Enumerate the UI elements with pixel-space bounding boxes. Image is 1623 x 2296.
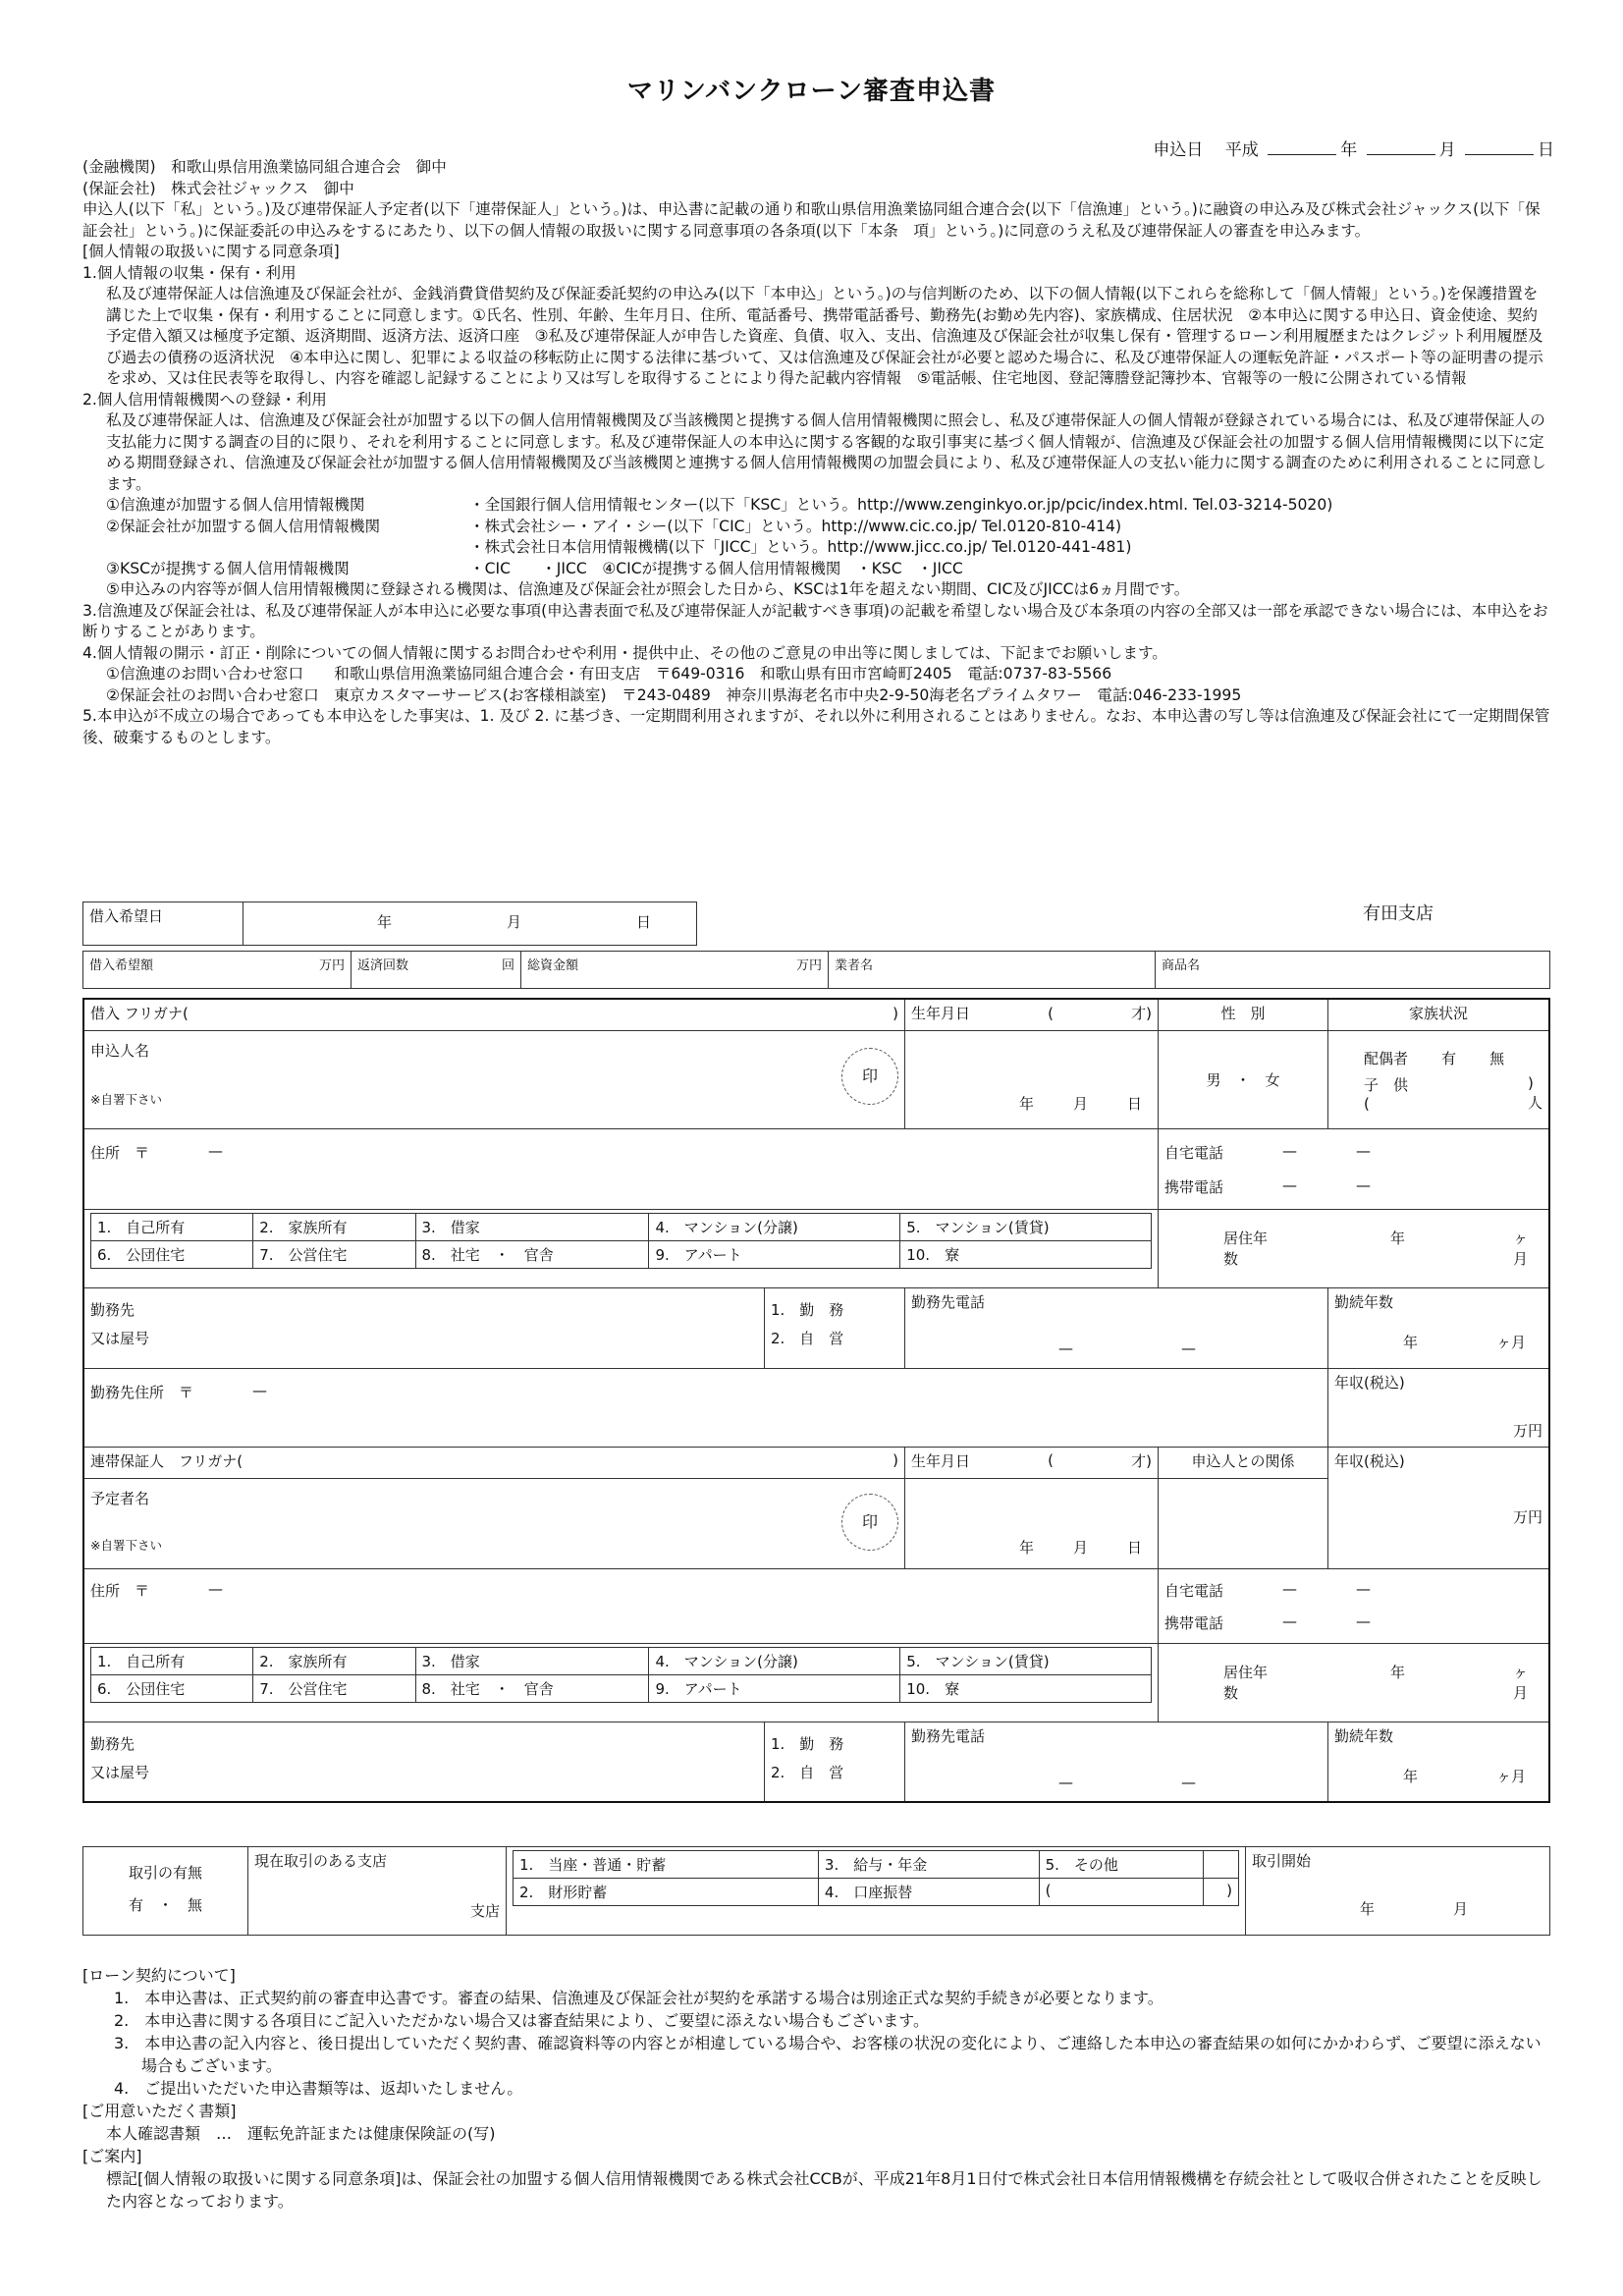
org-note-5: ⑤申込みの内容等が個人信用情報機関に登録される機関は、信漁連及び保証会社が照会した日から、KSCは1年を超えない期間、CIC及びJICCは6ヵ月間です。 [106, 580, 1190, 598]
loan-amount-table [82, 951, 1550, 989]
year-blank[interactable] [1268, 140, 1336, 155]
consent-heading: [個人情報の取扱いに関する同意条項] [82, 243, 340, 260]
section4-contact-b: ②保証会社のお問い合わせ窓口 東京カスタマーサービス(お客様相談室) 〒243-0489 神奈川県海老名市中央2-9-50海老名プライムタワー 電話:046-233-1995 [106, 685, 1242, 704]
applicant-years-worked[interactable]: 勤続年数 年 ヶ月 [1328, 1287, 1549, 1368]
guarantor-employer-field[interactable]: 勤務先 又は屋号 [83, 1722, 765, 1802]
applicant-address-field[interactable]: 住所 〒 — [83, 1128, 1159, 1209]
guarantor-address-field[interactable]: 住所 〒 — [83, 1568, 1159, 1643]
total-field[interactable]: 総資金額 万円 [521, 952, 829, 989]
org-row-2: ②保証会社が加盟する個人信用情報機関 ・株式会社シー・アイ・シー(以下「CIC」という。http://www.cic.co.jp/ Tel.0120-810-414) [106, 517, 1122, 535]
guarantor-relation-field[interactable] [1159, 1478, 1328, 1568]
application-date: 申込日 平成 年 月 日 [1153, 140, 1554, 160]
loan-date-table [82, 902, 697, 946]
applicant-income[interactable]: 年収(税込) 万円 [1328, 1368, 1549, 1447]
org-row-2b: ・株式会社日本信用情報機構(以下「JICC」という。http://www.jicc.co.jp/ Tel.0120-441-481) [469, 538, 1132, 556]
applicant-employer-tel[interactable]: 勤務先電話 — — [905, 1287, 1328, 1368]
guarantor-dob-field[interactable]: 年 月 日 [905, 1478, 1159, 1568]
month-blank[interactable] [1367, 140, 1435, 155]
guarantor-years-worked[interactable]: 勤続年数 年 ヶ月 [1328, 1722, 1549, 1802]
addressee-guarantor: (保証会社) 株式会社ジャックス 御中 [82, 179, 354, 197]
applicant-residence-years[interactable]: 居住年数 年 ヶ月 [1159, 1209, 1549, 1287]
guarantor-seal-mark: 印 [841, 1494, 898, 1551]
gender-field[interactable]: 男 ・ 女 [1159, 1030, 1328, 1128]
org-row-1: ①信漁連が加盟する個人信用情報機関 ・全国銀行個人信用情報センター(以下「KSC」という。http://www.zenginkyo.or.jp/pcic/index.html. Tel.03-3214-5020) [106, 496, 1333, 514]
trade-table [82, 1846, 1550, 1936]
section4-contact-a: ①信漁連のお問い合わせ窓口 和歌山県信用漁業協同組合連合会・有田支店 〒649-0316 和歌山県有田市宮崎町2405 電話:0737-83-5566 [106, 665, 1112, 683]
guarantor-income[interactable]: 年収(税込) 万円 [1328, 1447, 1549, 1568]
loan-date-label: 借入希望日 [83, 902, 243, 946]
applicant-dob-field[interactable]: 年 月 日 [905, 1030, 1159, 1128]
guarantor-phone-field[interactable]: 自宅電話 — — 携帯電話 — — [1159, 1568, 1549, 1643]
amount-field[interactable]: 借入希望額 万円 [83, 952, 352, 989]
day-blank[interactable] [1465, 140, 1534, 155]
loan-date-field[interactable]: 年 月 日 [243, 902, 697, 946]
guarantor-residence-years[interactable]: 居住年数 年 ヶ月 [1159, 1643, 1549, 1722]
guarantor-employer-tel[interactable]: 勤務先電話 — — [905, 1722, 1328, 1802]
applicant-table: 借入 フリガナ( ) 生年月日 ( 才) 性 別 家族状況 申込人名 ※自署下さい 印 年 月 日 男 ・ 女 配偶者 有 無 子 供 ( )人 住所 〒 — 自宅電話 — — 携帯電話 — — 1. 自己所有 2. 家族所有 3. 借家 4. マンション(分譲) 5. マンション(賃貸) 6. 公団住宅 7. 公営住宅 8. 社宅 ・ 官舎 9. アパート 10. 寮 居住年数 年 ヶ月 勤務先 又は屋号 1. 勤 務 2. 自 営 勤務先電話 — — 勤続年数 年 ヶ月 勤務先住所 〒 — 年収(税込) 万円 連帯保証人 フリガナ( ) 生年月日 ( 才) 申込人との関係 年収(税込) 万円 予定者名 ※自署下さい 印 年 月 日 住所 〒 — 自宅電話 — — 携帯電話 — — 1. 自己所有 2. 家族所有 3. 借家 4. マンション(分譲) 5. マンション(賃貸) 6. 公団住宅 7. 公営住宅 8. 社宅 ・ 官舎 9. アパート 10. 寮 居住年数 年 ヶ月 勤務先 又は屋号 1. 勤 務 2. 自 営 勤務先電話 — — 勤続年数 年 ヶ月 [82, 998, 1550, 1803]
section5: 5.本申込が不成立の場合であっても本申込をした事実は、1. 及び 2. に基づき、一定期間利用されますが、それ以外に利用されることはありません。なお、本申込書の写し等は信漁連及び保証会社にて一定期間保管後、破棄するものとします。 [82, 707, 1550, 746]
trade-types-field[interactable]: 1. 当座・普通・貯蓄 3. 給与・年金 5. その他 2. 財形貯蓄 4. 口座振替 ( ) [507, 1847, 1246, 1936]
applicant-furigana[interactable]: 借入 フリガナ( ) [83, 999, 905, 1030]
product-field[interactable]: 商品名 [1156, 952, 1550, 989]
applicant-name-field[interactable]: 申込人名 ※自署下さい 印 [83, 1030, 905, 1128]
page-title: マリンバンクローン審査申込書 [626, 77, 997, 106]
applicant-emp-type[interactable]: 1. 勤 務 2. 自 営 [765, 1287, 905, 1368]
guarantor-name-field[interactable]: 予定者名 ※自署下さい 印 [83, 1478, 905, 1568]
guarantor-emp-type[interactable]: 1. 勤 務 2. 自 営 [765, 1722, 905, 1802]
dealer-field[interactable]: 業者名 [829, 952, 1156, 989]
trade-branch-field[interactable]: 現在取引のある支店 支店 [248, 1847, 507, 1936]
section1-title: 1.個人情報の収集・保有・利用 [82, 263, 297, 282]
applicant-employer-field[interactable]: 勤務先 又は屋号 [83, 1287, 765, 1368]
branch-name: 有田支店 [1363, 903, 1434, 924]
org-row-3: ③KSCが提携する個人信用情報機関 ・CIC ・JICC ④CICが提携する個人信用情報機関 ・KSC ・JICC [106, 559, 963, 577]
seal-mark: 印 [841, 1048, 898, 1105]
guarantor-housing-field[interactable]: 1. 自己所有 2. 家族所有 3. 借家 4. マンション(分譲) 5. マンション(賃貸) 6. 公団住宅 7. 公営住宅 8. 社宅 ・ 官舎 9. アパート 10. 寮 [83, 1643, 1159, 1722]
applicant-housing-field[interactable]: 1. 自己所有 2. 家族所有 3. 借家 4. マンション(分譲) 5. マンション(賃貸) 6. 公団住宅 7. 公営住宅 8. 社宅 ・ 官舎 9. アパート 10. 寮 [83, 1209, 1159, 1287]
applicant-phone-field[interactable]: 自宅電話 — — 携帯電話 — — [1159, 1128, 1549, 1209]
notes-section: [ローン契約について] 1. 本申込書は、正式契約前の審査申込書です。審査の結果、信漁連及び保証会社が契約を承諾する場合は別途正式な契約手続きが必要となります。 2. 本申込書に関する各項目にご記入いただかない場合又は審査結果により、ご要望に添えない場合もございます。 3. 本申込書の記入内容と、後日提出していただく契約書、確認資料等の内容とが相違している場合や、お客様の状況の変化により、ご連絡した本申込の審査結果の如何にかかわらず、ご要望に添えない場合もございます。 4. ご提出いただいた申込書類等は、返却いたしません。 [ご用意いただく書類] 本人確認書類 … 運転免許証または健康保険証の(写) [ご案内] 標記[個人情報の取扱いに関する同意条項]は、保証会社の加盟する個人信用情報機関である株式会社CCBが、平成21年8月1日付で株式会社日本信用情報機構を存続会社として吸収合併されたことを反映した内容となっております。 [82, 1966, 1542, 2211]
section2-body: 私及び連帯保証人は、信漁連及び保証会社が加盟する以下の個人信用情報機関及び当該機関と提携する個人信用情報機関に照会し、私及び連帯保証人の個人情報が登録されている場合には、私及び連帯保証人の支払能力に関する調査の目的に限り、それを利用することに同意します。私及び連帯保証人の本申込に関する客観的な取引事実に基づく個人情報が、信漁連及び保証会社の加盟する個人信用情報機関に以下に定める期間登録され、信漁連及び保証会社が加盟する個人信用情報機関及び当該機関と連携する個人信用情報機関の加盟会員により、私及び連帯保証人の支払い能力に関する調査のために利用されることに同意します。 [106, 411, 1546, 493]
consent-intro: 申込人(以下「私」という。)及び連帯保証人予定者(以下「連帯保証人」という。)は、申込書に記載の通り和歌山県信用漁業協同組合連合会(以下「信漁連」という。)に融資の申込み及び株式会社ジャックス(以下「保証会社」という。)に保証委託の申込みをするにあたり、以下の個人情報の取扱いに関する同意事項の各条項(以下「本条 項」という。)に同意のうえ私及び連帯保証人の審査を申込みます。 [82, 200, 1541, 240]
family-field[interactable]: 配偶者 有 無 子 供 ( )人 [1328, 1030, 1549, 1128]
consent-section [82, 157, 1550, 748]
trade-start-field[interactable]: 取引開始 年 月 [1246, 1847, 1550, 1936]
section2-title: 2.個人信用情報機関への登録・利用 [82, 390, 327, 409]
section1-body: 私及び連帯保証人は信漁連及び保証会社が、金銭消費貸借契約及び保証委託契約の申込み(以下「本申込」という。)の与信判断のため、以下の個人情報(以下これらを総称して「個人情報」という。)を保護措置を講じた上で収集・保有・利用することに同意します。①氏名、性別、年齢、生年月日、住所、電話番号、携帯電話番号、勤務先(お勤め先内容)、家族構成、住居状況 ②本申込に関する申込日、資金使途、契約予定借入額又は極度予定額、返済期間、返済方法、返済口座 ③私及び連帯保証人が申告した資産、負債、収入、支出、信漁連及び保証会社が収集し保有・管理するローン利用履歴またはクレジット利用履歴及び過去の債務の返済状況 ④本申込に関し、犯罪による収益の移転防止に関する法律に基づいて、又は信漁連及び保証会社が必要と認めた場合に、私及び連帯保証人の運転免許証・パスポート等の証明書の提示を求め、又は住民表等を取得し、内容を確認し記録することにより又は写しを取得することにより得た記載内容情報 ⑤電話帳、住宅地図、登記簿謄登記簿抄本、官報等の一般に公開されている情報 [106, 285, 1543, 387]
applicant-employer-address[interactable]: 勤務先住所 〒 — [83, 1368, 1328, 1447]
guarantor-furigana[interactable]: 連帯保証人 フリガナ( ) [83, 1447, 905, 1478]
applicant-dob-label: 生年月日 ( 才) [905, 999, 1159, 1030]
trade-exists-field[interactable]: 取引の有無 有 ・ 無 [83, 1847, 248, 1936]
repay-count-field[interactable]: 返済回数 回 [352, 952, 521, 989]
addressee-bank: (金融機関) 和歌山県信用漁業協同組合連合会 御中 [82, 158, 447, 176]
section3: 3.信漁連及び保証会社は、私及び連帯保証人が本申込に必要な事項(申込書表面で私及び連帯保証人が記載すべき事項)の記載を希望しない場合及び本条項の内容の全部又は一部を承認できない場合には、本申込をお断りすることがあります。 [82, 601, 1548, 640]
section4: 4.個人情報の開示・訂正・削除についての個人情報に関するお問合わせや利用・提供中止、その他のご意見の申出等に関しましては、下記までお願いします。 [82, 643, 1167, 662]
